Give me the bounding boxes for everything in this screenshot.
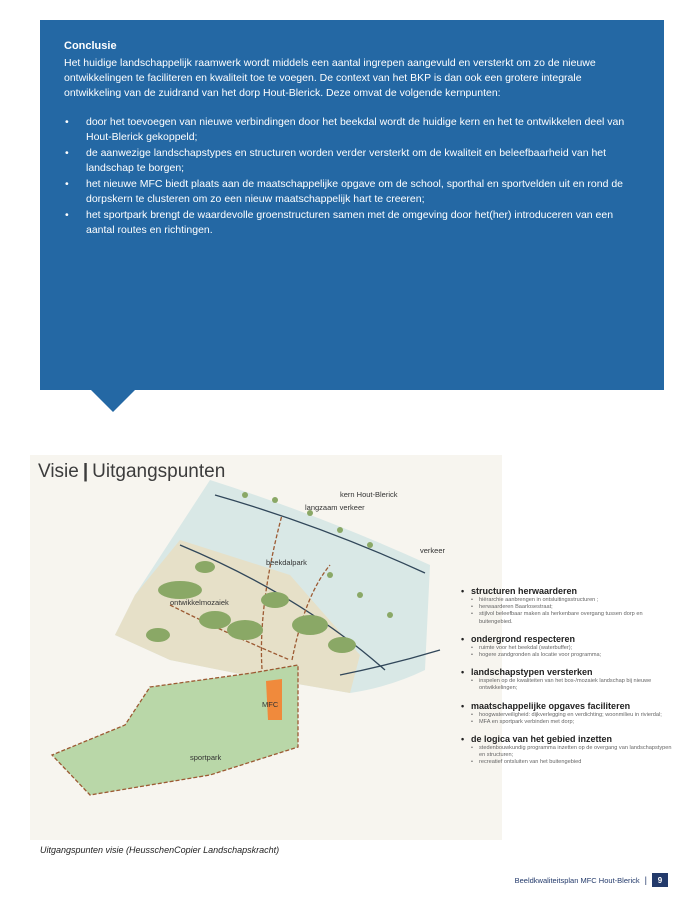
- legend-heading: • maatschappelijke opgaves faciliteren: [461, 701, 676, 712]
- tree-cluster: [195, 561, 215, 573]
- bullet-icon: •: [65, 209, 69, 221]
- list-item: [64, 177, 640, 207]
- tree: [337, 527, 343, 533]
- tree-cluster: [158, 581, 202, 599]
- label-mfc: MFC: [262, 700, 279, 709]
- legend-group: [461, 667, 676, 692]
- figure-caption: Uitgangspunten visie (HeusschenCopier Landschapskracht): [40, 845, 280, 855]
- tree: [242, 492, 248, 498]
- bullet-icon: •: [65, 116, 69, 128]
- footer-separator: |: [644, 875, 647, 885]
- point-text: het nieuwe MFC biedt plaats aan de maatschappelijke opgave om de school, sporthal en sportvelden uit en rond de dorpskern te clusteren om zo een nieuw maatschappelijk hart te creeren;: [86, 178, 624, 205]
- conclusion-panel: [40, 20, 664, 390]
- point-text: door het toevoegen van nieuwe verbindingen door het beekdal wordt de huidige kern en het te ontwikkelen deel van Hout-Blerick gekoppeld;: [86, 116, 625, 143]
- label-ontwikkelmozaiek: ontwikkelmozaiek: [170, 598, 229, 607]
- list-item: [64, 146, 640, 176]
- list-item: [64, 115, 640, 145]
- legend-item: • recreatief ontsluiten van het buitengebied: [461, 759, 676, 766]
- conclusion-points: [64, 115, 640, 238]
- legend-group: [461, 701, 676, 726]
- legend-group: [461, 734, 676, 767]
- tree-cluster: [199, 611, 231, 629]
- tree-cluster: [227, 620, 263, 640]
- list-item: [64, 208, 640, 238]
- legend-item: • hoogwaterveiligheid: dijkverlegging en verdichting; woonmilieu in rivierdal;: [461, 712, 676, 719]
- tree-cluster: [292, 615, 328, 635]
- tree: [357, 592, 363, 598]
- visie-figure: [30, 455, 502, 840]
- legend-group: [461, 586, 676, 626]
- conclusion-heading: Conclusie: [64, 40, 117, 52]
- visie-title-separator: |: [82, 461, 89, 482]
- panel-pointer: [91, 390, 135, 412]
- bullet-icon: •: [65, 178, 69, 190]
- visie-title-sub: Uitgangspunten: [92, 461, 226, 482]
- legend-item: • hiërarchie aanbrengen in ontsluitingsstructuren ;: [461, 597, 676, 604]
- conclusion-intro: Het huidige landschappelijk raamwerk wordt middels een aantal ingrepen aangevuld en versterkt om zo de nieuwe ontwikkelingen te faciliteren en kwaliteit toe te voegen. De context van het BKP is dan ook een grotere integrale ontwikkeling van de zuidrand van het dorp Hout-Blerick. Deze omvat de volgende kernpunten:: [64, 57, 596, 99]
- page-number: 9: [652, 873, 668, 887]
- visie-title-main: Visie: [38, 461, 79, 482]
- legend-item: • inspelen op de kwaliteiten van het bos-/mozaiek landschap bij nieuwe ontwikkelingen;: [461, 678, 676, 692]
- legend-heading: • ondergrond respecteren: [461, 634, 676, 645]
- label-kern: kern Hout-Blerick: [340, 490, 398, 499]
- tree-cluster: [328, 637, 356, 653]
- tree: [327, 572, 333, 578]
- legend-group: [461, 634, 676, 659]
- legend-item: • stedenbouwkundig programma inzetten op de overgang van landschapstypen en structuren;: [461, 745, 676, 759]
- tree: [272, 497, 278, 503]
- tree-cluster: [146, 628, 170, 642]
- legend-item: • MFA en sportpark verbinden met dorp;: [461, 719, 676, 726]
- tree-cluster: [261, 592, 289, 608]
- visie-legend: [461, 586, 676, 775]
- legend-item: • stijlvol beleefbaar maken als herkenbare overgang tussen dorp en buitengebied.: [461, 611, 676, 625]
- label-verkeer: verkeer: [420, 546, 446, 555]
- label-sportpark: sportpark: [190, 753, 222, 762]
- legend-heading: • structuren herwaarderen: [461, 586, 676, 597]
- label-langzaam-verkeer: langzaam verkeer: [305, 503, 365, 512]
- label-beekdalpark: beekdalpark: [266, 558, 307, 567]
- legend-item: • ruimte voor het beekdal (waterbuffer);: [461, 645, 676, 652]
- tree: [367, 542, 373, 548]
- legend-heading: • de logica van het gebied inzetten: [461, 734, 676, 745]
- point-text: het sportpark brengt de waardevolle groenstructuren samen met de omgeving door het(her) introduceren van een aantal routes en richtingen.: [86, 209, 614, 236]
- page-footer: [515, 873, 668, 887]
- point-text: de aanwezige landschapstypes en structuren worden verder versterkt om de kwaliteit en beleefbaarheid van het landschap te borgen;: [86, 147, 607, 174]
- bullet-icon: •: [65, 147, 69, 159]
- visie-title: [38, 461, 225, 483]
- visie-map: [30, 455, 502, 840]
- legend-item: • herwaarderen Baarlosestraat;: [461, 604, 676, 611]
- legend-item: • hogere zandgronden als locatie voor programma;: [461, 652, 676, 659]
- legend-heading: • landschapstypen versterken: [461, 667, 676, 678]
- tree: [387, 612, 393, 618]
- footer-title: Beeldkwaliteitsplan MFC Hout-Blerick: [514, 875, 640, 885]
